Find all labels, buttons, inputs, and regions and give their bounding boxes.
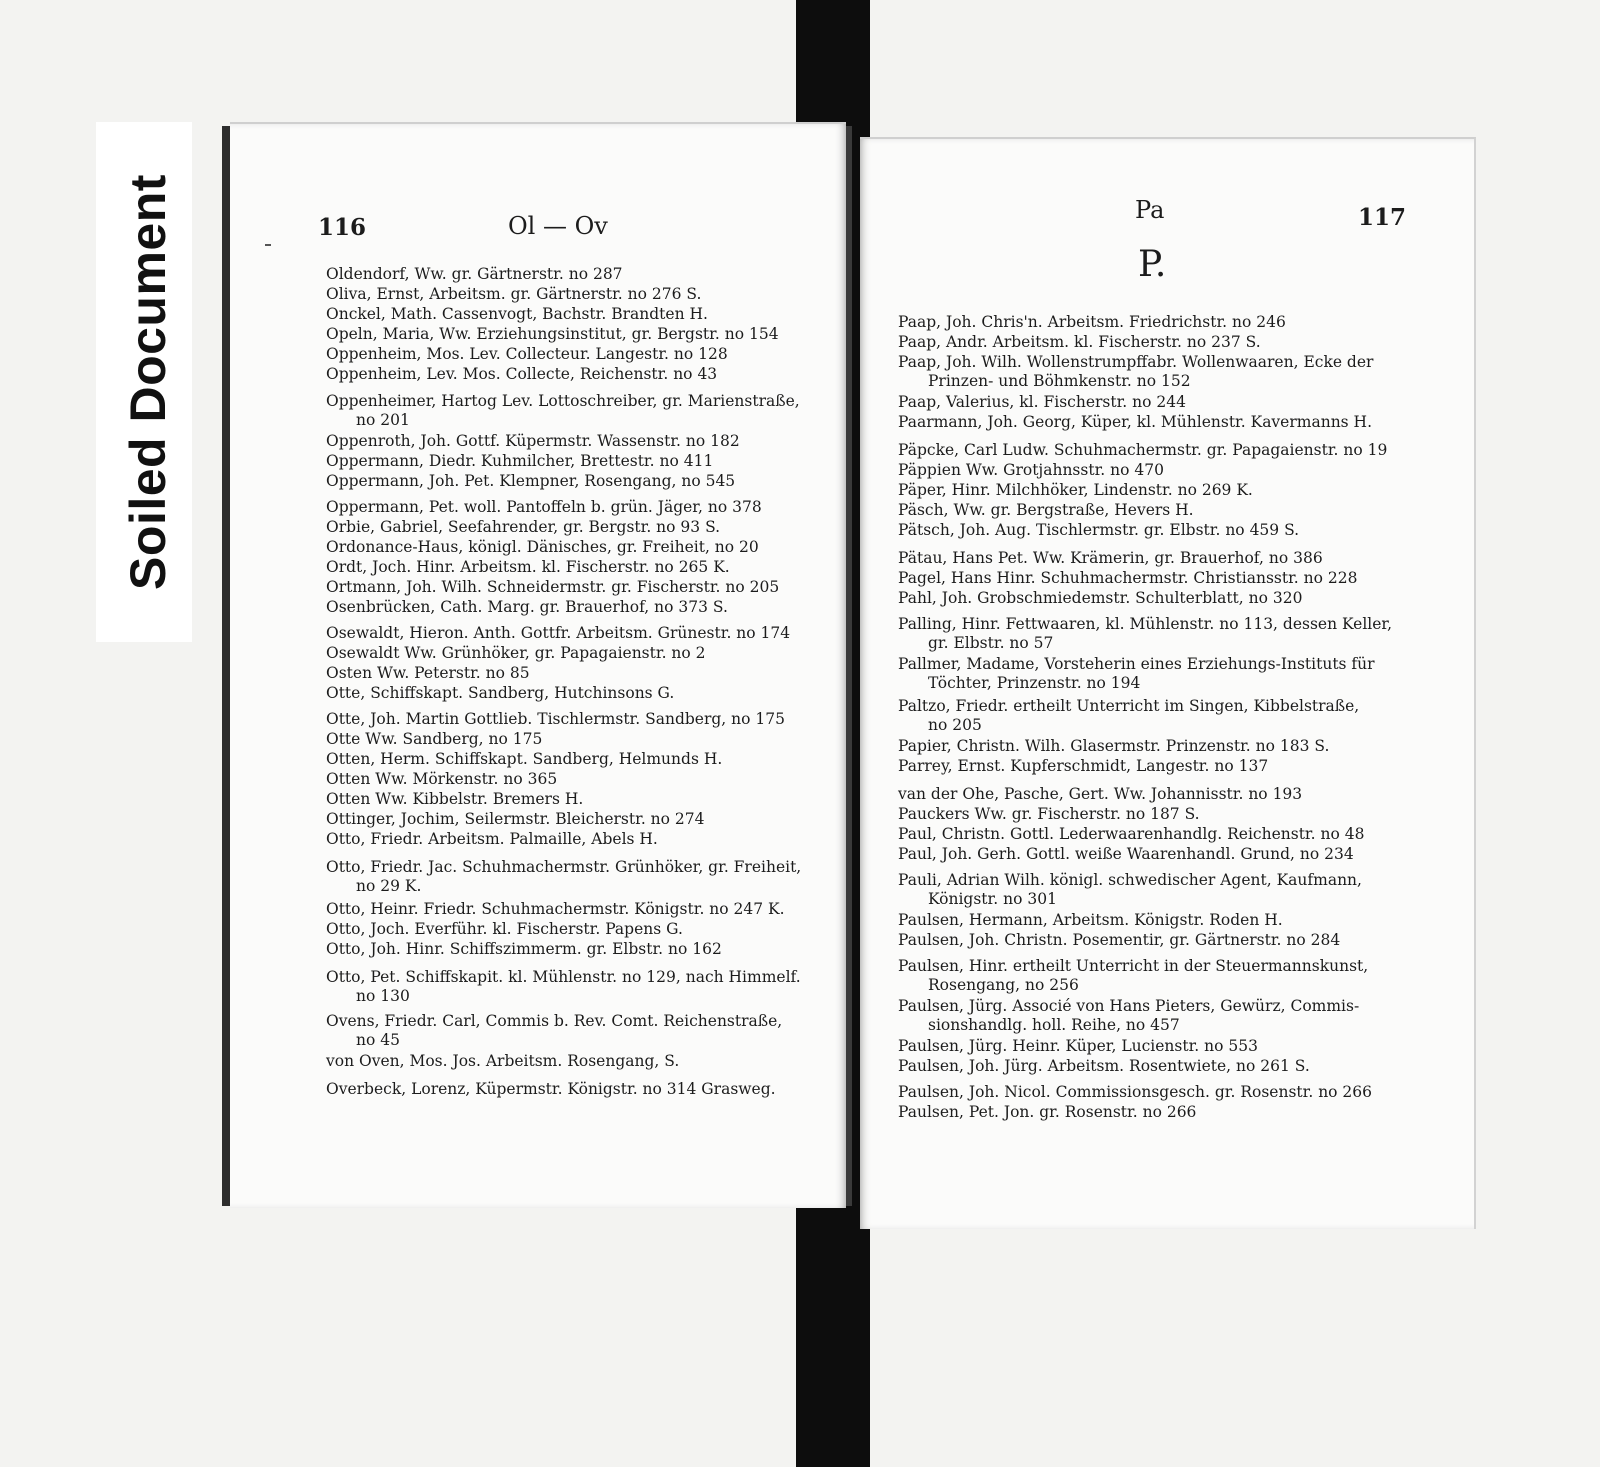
right-running-head: Pa	[1135, 196, 1165, 224]
directory-entry: Oppenheim, Mos. Lev. Collecteur. Langestr. no 128	[326, 345, 728, 363]
directory-entry: Opeln, Maria, Ww. Erziehungsinstitut, gr. Bergstr. no 154	[326, 325, 779, 343]
section-letter: P.	[1138, 244, 1167, 285]
directory-entry: Pallmer, Madame, Vorsteherin eines Erziehungs-Instituts für Töchter, Prinzenstr. no 194	[898, 655, 1375, 692]
directory-entry: Otten Ww. Kibbelstr. Bremers H.	[326, 790, 584, 808]
directory-entry: Otto, Joh. Hinr. Schiffszimmerm. gr. Elbstr. no 162	[326, 940, 722, 958]
directory-entry: Otte, Joh. Martin Gottlieb. Tischlermstr. Sandberg, no 175	[326, 710, 785, 728]
directory-entry: Paul, Christn. Gottl. Lederwaarenhandlg. Reichenstr. no 48	[898, 825, 1365, 843]
directory-entry: van der Ohe, Pasche, Gert. Ww. Johannisstr. no 193	[898, 785, 1303, 803]
directory-entry: Ottinger, Jochim, Seilermstr. Bleicherstr. no 274	[326, 810, 705, 828]
directory-entry: Paulsen, Joh. Nicol. Commissionsgesch. gr. Rosenstr. no 266	[898, 1083, 1373, 1101]
left-page-edge	[222, 126, 230, 1206]
directory-entry: Overbeck, Lorenz, Küpermstr. Königstr. no 314 Grasweg.	[326, 1080, 776, 1098]
directory-entry: Paarmann, Joh. Georg, Küper, kl. Mühlenstr. Kavermanns H.	[898, 413, 1372, 431]
directory-entry: Päppien Ww. Grotjahnsstr. no 470	[898, 461, 1164, 479]
margin-mark	[265, 244, 271, 246]
directory-entry: Päsch, Ww. gr. Bergstraße, Hevers H.	[898, 501, 1194, 519]
directory-entry: Pauckers Ww. gr. Fischerstr. no 187 S.	[898, 805, 1200, 823]
directory-entry: Osewaldt Ww. Grünhöker, gr. Papagaienstr. no 2	[326, 644, 706, 662]
directory-entry: Päper, Hinr. Milchhöker, Lindenstr. no 269 K.	[898, 481, 1253, 499]
directory-entry: Ortmann, Joh. Wilh. Schneidermstr. gr. Fischerstr. no 205	[326, 578, 780, 596]
directory-entry: Oppermann, Pet. woll. Pantoffeln b. grün. Jäger, no 378	[326, 498, 762, 516]
directory-entry: Osten Ww. Peterstr. no 85	[326, 664, 530, 682]
directory-entry: Paap, Joh. Chris'n. Arbeitsm. Friedrichstr. no 246	[898, 313, 1286, 331]
directory-entry: Otto, Heinr. Friedr. Schuhmachermstr. Königstr. no 247 K.	[326, 900, 785, 918]
directory-entry: Oppenheim, Lev. Mos. Collecte, Reichenstr. no 43	[326, 365, 718, 383]
directory-entry: Onckel, Math. Cassenvogt, Bachstr. Brandten H.	[326, 305, 708, 323]
directory-entry: Otto, Friedr. Arbeitsm. Palmaille, Abels H.	[326, 830, 658, 848]
directory-entry: Paulsen, Joh. Christn. Posementir, gr. Gärtnerstr. no 284	[898, 931, 1341, 949]
directory-entry: Papier, Christn. Wilh. Glasermstr. Prinzenstr. no 183 S.	[898, 737, 1330, 755]
directory-entry: Oppermann, Joh. Pet. Klempner, Rosengang, no 545	[326, 472, 736, 490]
directory-entry: Otto, Joch. Everführ. kl. Fischerstr. Papens G.	[326, 920, 683, 938]
directory-entry: Pätsch, Joh. Aug. Tischlermstr. gr. Elbstr. no 459 S.	[898, 521, 1300, 539]
directory-entry: Osewaldt, Hieron. Anth. Gottfr. Arbeitsm. Grünestr. no 174	[326, 624, 791, 642]
directory-entry: Parrey, Ernst. Kupferschmidt, Langestr. no 137	[898, 757, 1269, 775]
directory-entry: Otten, Herm. Schiffskapt. Sandberg, Helmunds H.	[326, 750, 723, 768]
document-label: Soiled Document	[120, 174, 176, 590]
directory-entry: Oliva, Ernst, Arbeitsm. gr. Gärtnerstr. no 276 S.	[326, 285, 702, 303]
left-page-number: 116	[318, 214, 367, 241]
directory-entry: Pagel, Hans Hinr. Schuhmachermstr. Christiansstr. no 228	[898, 569, 1358, 587]
directory-entry: Päpcke, Carl Ludw. Schuhmachermstr. gr. Papagaienstr. no 19	[898, 441, 1388, 459]
directory-entry: Ordonance-Haus, königl. Dänisches, gr. Freiheit, no 20	[326, 538, 759, 556]
directory-entry: Paap, Valerius, kl. Fischerstr. no 244	[898, 393, 1186, 411]
directory-entry: Oppenheimer, Hartog Lev. Lottoschreiber, gr. Marienstraße, no 201	[326, 392, 800, 429]
directory-entry: Paulsen, Jürg. Associé von Hans Pieters, Gewürz, Commis- sionshandlg. holl. Reihe, no 457	[898, 997, 1360, 1034]
right-page-number: 117	[1358, 204, 1407, 231]
directory-entry: von Oven, Mos. Jos. Arbeitsm. Rosengang, S.	[326, 1052, 680, 1070]
directory-entry: Otten Ww. Mörkenstr. no 365	[326, 770, 558, 788]
directory-entry: Oppenroth, Joh. Gottf. Küpermstr. Wassenstr. no 182	[326, 432, 740, 450]
gutter-shadow	[846, 126, 852, 1206]
directory-entry: Paltzo, Friedr. ertheilt Unterricht im Singen, Kibbelstraße, no 205	[898, 697, 1360, 734]
directory-entry: Osenbrücken, Cath. Marg. gr. Brauerhof, no 373 S.	[326, 598, 728, 616]
directory-entry: Otte, Schiffskapt. Sandberg, Hutchinsons G.	[326, 684, 675, 702]
directory-entry: Paulsen, Hermann, Arbeitsm. Königstr. Roden H.	[898, 911, 1283, 929]
directory-entry: Pauli, Adrian Wilh. königl. schwedischer Agent, Kaufmann, Königstr. no 301	[898, 871, 1362, 908]
directory-entry: Otte Ww. Sandberg, no 175	[326, 730, 543, 748]
directory-entry: Paul, Joh. Gerh. Gottl. weiße Waarenhandl. Grund, no 234	[898, 845, 1354, 863]
directory-entry: Ovens, Friedr. Carl, Commis b. Rev. Comt. Reichenstraße, no 45	[326, 1012, 783, 1049]
left-running-head: Ol — Ov	[508, 212, 608, 240]
directory-entry: Oldendorf, Ww. gr. Gärtnerstr. no 287	[326, 265, 623, 283]
directory-entry: Paap, Joh. Wilh. Wollenstrumpffabr. Wollenwaaren, Ecke der Prinzen- und Böhmkenstr. no 152	[898, 353, 1374, 390]
directory-entry: Paulsen, Jürg. Heinr. Küper, Lucienstr. no 553	[898, 1037, 1258, 1055]
directory-entry: Palling, Hinr. Fettwaaren, kl. Mühlenstr. no 113, dessen Keller, gr. Elbstr. no 57	[898, 615, 1393, 652]
directory-entry: Pätau, Hans Pet. Ww. Krämerin, gr. Brauerhof, no 386	[898, 549, 1323, 567]
directory-entry: Orbie, Gabriel, Seefahrender, gr. Bergstr. no 93 S.	[326, 518, 721, 536]
directory-entry: Otto, Friedr. Jac. Schuhmachermstr. Grünhöker, gr. Freiheit, no 29 K.	[326, 858, 802, 895]
directory-entry: Paulsen, Joh. Jürg. Arbeitsm. Rosentwiete, no 261 S.	[898, 1057, 1310, 1075]
directory-entry: Paap, Andr. Arbeitsm. kl. Fischerstr. no 237 S.	[898, 333, 1261, 351]
directory-entry: Otto, Pet. Schiffskapit. kl. Mühlenstr. no 129, nach Himmelf. no 130	[326, 968, 801, 1005]
directory-entry: Paulsen, Pet. Jon. gr. Rosenstr. no 266	[898, 1103, 1197, 1121]
directory-entry: Pahl, Joh. Grobschmiedemstr. Schulterblatt, no 320	[898, 589, 1303, 607]
directory-entry: Ordt, Joch. Hinr. Arbeitsm. kl. Fischerstr. no 265 K.	[326, 558, 730, 576]
directory-entry: Paulsen, Hinr. ertheilt Unterricht in der Steuermannskunst, Rosengang, no 256	[898, 957, 1369, 994]
directory-entry: Oppermann, Diedr. Kuhmilcher, Brettestr. no 411	[326, 452, 714, 470]
